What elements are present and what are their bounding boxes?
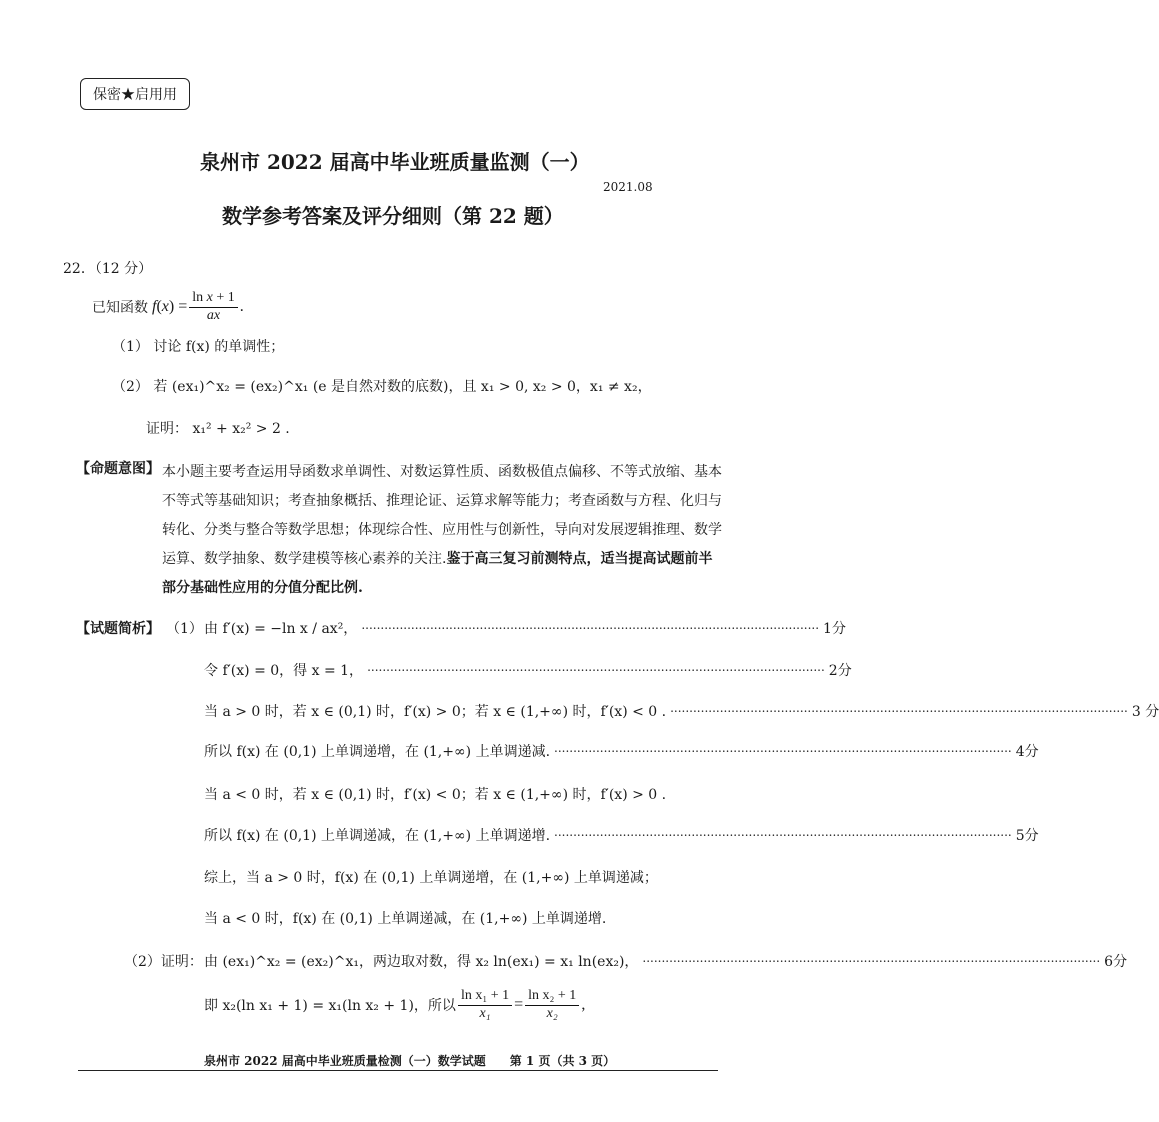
step-row <box>204 701 1159 721</box>
step-text: 所以 f(x) 在 (0,1) 上单调递减，在 (1,+∞) 上单调递增. <box>204 828 551 844</box>
step-text: 当 a > 0 时，若 x ∈ (0,1) 时，f′(x) > 0；若 x ∈ (1,+∞) 时，f′(x) < 0 . <box>204 704 667 720</box>
fraction-right <box>525 988 579 1023</box>
intent-label: 【命题意图】 <box>76 461 160 477</box>
intent-line: 不等式等基础知识；考查抽象概括、推理论证、运算求解等能力；考查函数与方程、化归与 <box>162 493 722 509</box>
subquestion-2 <box>112 376 652 396</box>
step-text: 即 x₂(ln x₁ + 1) = x₁(ln x₂ + 1)，所以 <box>204 998 456 1015</box>
step-row <box>204 951 1128 971</box>
function-fraction: $\frac{\text{ln x + 1}}{ax}$ <box>189 290 238 325</box>
step-score: 4分 <box>1015 744 1039 760</box>
subquestion-1-text: 讨论 f(x) 的单调性； <box>153 339 285 355</box>
leader-dots: ........................................................................................................................ <box>367 660 825 674</box>
fraction-left-den: x₁ <box>479 1005 491 1021</box>
date: 2021.08 <box>603 180 653 194</box>
function-definition: 已知函数 f ( x ) = $\frac{\text{ln x + 1}}{ax}$ . <box>92 290 244 323</box>
subquestion-2-label: （2） <box>112 379 149 395</box>
step-row <box>204 741 1039 761</box>
step-row <box>204 618 846 638</box>
leader-dots: ........................................................................................................................ <box>670 701 1128 715</box>
subquestion-1 <box>112 336 284 356</box>
step-score: 6分 <box>1104 954 1128 970</box>
part-2-label: （2）证明： <box>124 954 203 970</box>
fraction-right-num: ln x₂ + 1 <box>525 988 579 1006</box>
fraction-left-num: ln x₁ + 1 <box>458 988 512 1006</box>
question-header: 22．（12 分） <box>63 261 153 277</box>
step-text: 令 f′(x) = 0，得 x = 1， <box>204 663 364 679</box>
confidential-stamp: 保密★启用用 <box>80 78 190 110</box>
leader-dots: ........................................................................................................................ <box>361 618 820 632</box>
fraction-right-den: x₂ <box>546 1005 558 1021</box>
intent-line: 转化、分类与整合等数学思想；体现综合性、应用性与创新性，导向对发展逻辑推理、数学 <box>162 522 722 538</box>
intent-emphasis-cont: 部分基础性应用的分值分配比例. <box>162 580 363 596</box>
answer-title: 数学参考答案及评分细则（第 22 题） <box>222 204 564 228</box>
step-row: 即 x₂(ln x₁ + 1) = x₁(ln x₂ + 1)，所以 $\frac{\text{ln x₁ + 1}}{\text{x₁}}$ = $\frac{\text{ln x₂ + 1}}{\text{x₂}}$ , <box>204 988 586 1021</box>
step-score: 1分 <box>823 621 846 637</box>
leader-dots: ........................................................................................................................ <box>554 825 1012 839</box>
step-score: 2分 <box>828 663 852 679</box>
step-text: 所以 f(x) 在 (0,1) 上单调递增，在 (1,+∞) 上单调递减. <box>204 744 551 760</box>
analysis-label: 【试题简析】 <box>76 621 160 637</box>
fraction-left <box>458 988 512 1023</box>
subquestion-1-label: （1） <box>112 339 149 355</box>
subquestion-2-text: 若 (ex₁)^x₂ = (ex₂)^x₁ (e 是自然对数的底数)，且 x₁ > 0, x₂ > 0，x₁ ≠ x₂， <box>153 379 652 395</box>
step-text: 当 a < 0 时，f(x) 在 (0,1) 上单调递减，在 (1,+∞) 上单调递增. <box>204 911 607 927</box>
intent-emphasis: 鉴于高三复习前测特点，适当提高试题前半 <box>446 551 713 567</box>
footer-rule <box>78 1070 718 1071</box>
intent-line: 运算、数学抽象、数学建模等核心素养的关注.鉴于高三复习前测特点，适当提高试题前半 <box>162 551 713 567</box>
step-row <box>204 660 852 680</box>
step-text: 由 f′(x) = −ln x / ax²， <box>204 621 358 637</box>
step-text: 当 a < 0 时，若 x ∈ (0,1) 时，f′(x) < 0；若 x ∈ (1,+∞) 时，f′(x) > 0 . <box>204 787 667 803</box>
exam-title: 泉州市 2022 届高中毕业班质量监测（一） <box>200 150 590 174</box>
part-1-label: （1） <box>166 621 203 637</box>
leader-dots: ........................................................................................................................ <box>642 951 1101 965</box>
step-text: 综上，当 a > 0 时，f(x) 在 (0,1) 上单调递增，在 (1,+∞) 上单调递减； <box>204 870 658 886</box>
prove-statement: 证明： x₁² + x₂² > 2 . <box>146 421 290 437</box>
question-intro: 已知函数 <box>92 300 148 317</box>
step-row <box>204 825 1039 845</box>
step-score: 3 分 <box>1131 704 1159 720</box>
step-score: 5分 <box>1015 828 1039 844</box>
step-text: 由 (ex₁)^x₂ = (ex₂)^x₁，两边取对数，得 x₂ ln(ex₁) = x₁ ln(ex₂)， <box>204 954 639 970</box>
page-footer: 泉州市 2022 届高中毕业班质量检测（一）数学试题 第 1 页（共 3 页） <box>204 1054 616 1068</box>
leader-dots: ........................................................................................................................ <box>554 741 1012 755</box>
intent-body <box>162 458 722 603</box>
intent-line: 本小题主要考查运用导函数求单调性、对数运算性质、函数极值点偏移、不等式放缩、基本 <box>162 464 722 480</box>
